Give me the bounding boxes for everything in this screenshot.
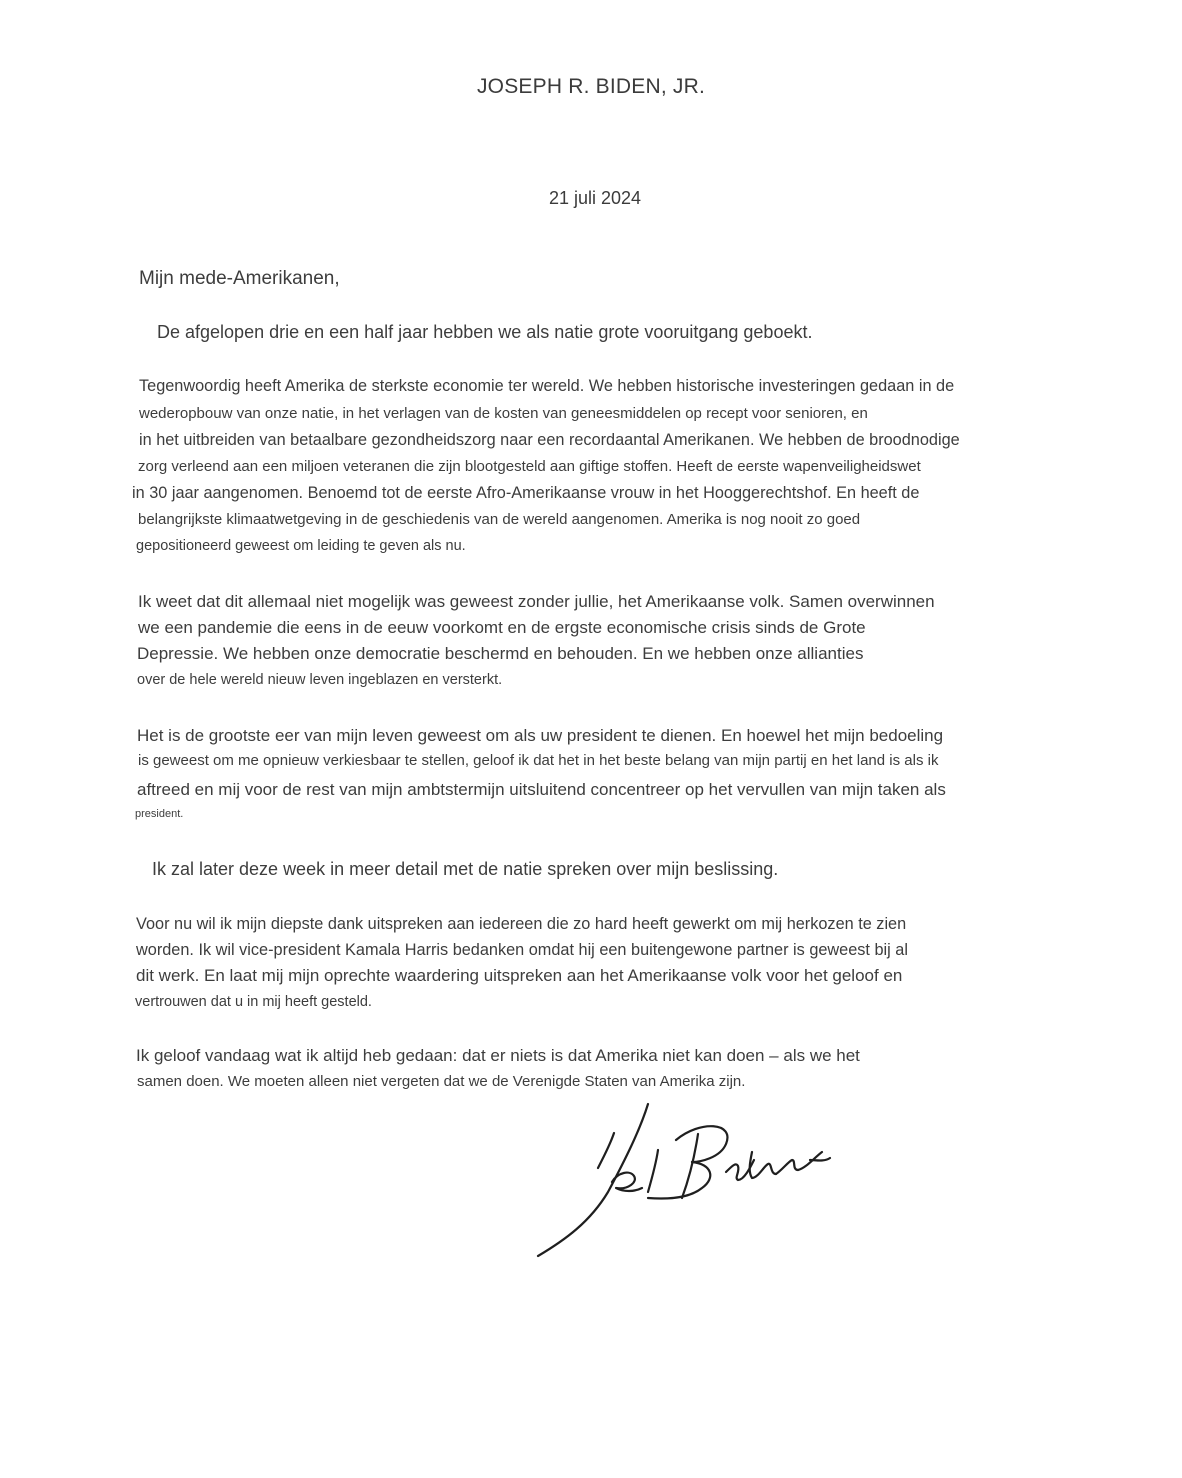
paragraph-1-line-1: De afgelopen drie en een half jaar hebben we als natie grote vooruitgang geboekt. xyxy=(157,322,813,342)
paragraph-6-line-4: vertrouwen dat u in mij heeft gesteld. xyxy=(135,994,372,1010)
letter-greeting: Mijn mede-Amerikanen, xyxy=(139,268,340,289)
paragraph-3-line-1: Ik weet dat dit allemaal niet mogelijk was geweest zonder jullie, het Amerikaanse volk. Samen overwinnen xyxy=(138,592,935,611)
letterhead-name: JOSEPH R. BIDEN, JR. xyxy=(476,75,706,98)
paragraph-3-line-3: Depressie. We hebben onze democratie beschermd en behouden. En we hebben onze allianties xyxy=(137,644,864,663)
paragraph-6-line-1: Voor nu wil ik mijn diepste dank uitspreken aan iedereen die zo hard heeft gewerkt om mij herkozen te zien xyxy=(136,915,907,933)
paragraph-7-line-2: samen doen. We moeten alleen niet vergeten dat we de Verenigde Staten van Amerika zijn. xyxy=(137,1073,746,1090)
paragraph-2-line-6: belangrijkste klimaatwetgeving in de geschiedenis van de wereld aangenomen. Amerika is nog nooit zo goed xyxy=(138,511,861,528)
paragraph-4-line-2: is geweest om me opnieuw verkiesbaar te stellen, geloof ik dat het in het beste belang van mijn partij en het land is als ik xyxy=(138,752,939,769)
paragraph-5-line-1: Ik zal later deze week in meer detail met de natie spreken over mijn beslissing. xyxy=(152,859,779,879)
paragraph-3-line-2: we een pandemie die eens in de eeuw voorkomt en de ergste economische crisis sinds de Grote xyxy=(138,618,866,637)
paragraph-2-line-5: in 30 jaar aangenomen. Benoemd tot de eerste Afro-Amerikaanse vrouw in het Hooggerechtshof. En heeft de xyxy=(132,484,920,502)
paragraph-2-line-4: zorg verleend aan een miljoen veteranen die zijn blootgesteld aan giftige stoffen. Heeft de eerste wapenveiligheidswet xyxy=(138,458,921,475)
paragraph-2-line-2: wederopbouw van onze natie, in het verlagen van de kosten van geneesmiddelen op recept voor senioren, en xyxy=(139,405,868,422)
paragraph-2-line-1: Tegenwoordig heeft Amerika de sterkste economie ter wereld. We hebben historische investeringen gedaan in de xyxy=(139,377,955,395)
paragraph-4-line-4: president. xyxy=(135,808,184,820)
paragraph-2-line-3: in het uitbreiden van betaalbare gezondheidszorg naar een recordaantal Amerikanen. We hebben de broodnodige xyxy=(139,431,960,449)
signature-image xyxy=(530,1100,840,1260)
paragraph-7-line-1: Ik geloof vandaag wat ik altijd heb gedaan: dat er niets is dat Amerika niet kan doen – als we het xyxy=(136,1046,860,1065)
paragraph-3-line-4: over de hele wereld nieuw leven ingeblazen en versterkt. xyxy=(137,672,503,688)
paragraph-4-line-3: aftreed en mij voor de rest van mijn ambtstermijn uitsluitend concentreer op het vervullen van mijn taken als xyxy=(137,780,946,799)
paragraph-4-line-1: Het is de grootste eer van mijn leven geweest om als uw president te dienen. En hoewel het mijn bedoeling xyxy=(137,726,944,745)
letter-date: 21 juli 2024 xyxy=(548,188,642,208)
paragraph-2-line-7: gepositioneerd geweest om leiding te geven als nu. xyxy=(136,538,466,554)
paragraph-6-line-3: dit werk. En laat mij mijn oprechte waardering uitspreken aan het Amerikaanse volk voor het geloof en xyxy=(136,966,903,985)
paragraph-6-line-2: worden. Ik wil vice-president Kamala Harris bedanken omdat hij een buitengewone partner is geweest bij al xyxy=(136,941,908,959)
